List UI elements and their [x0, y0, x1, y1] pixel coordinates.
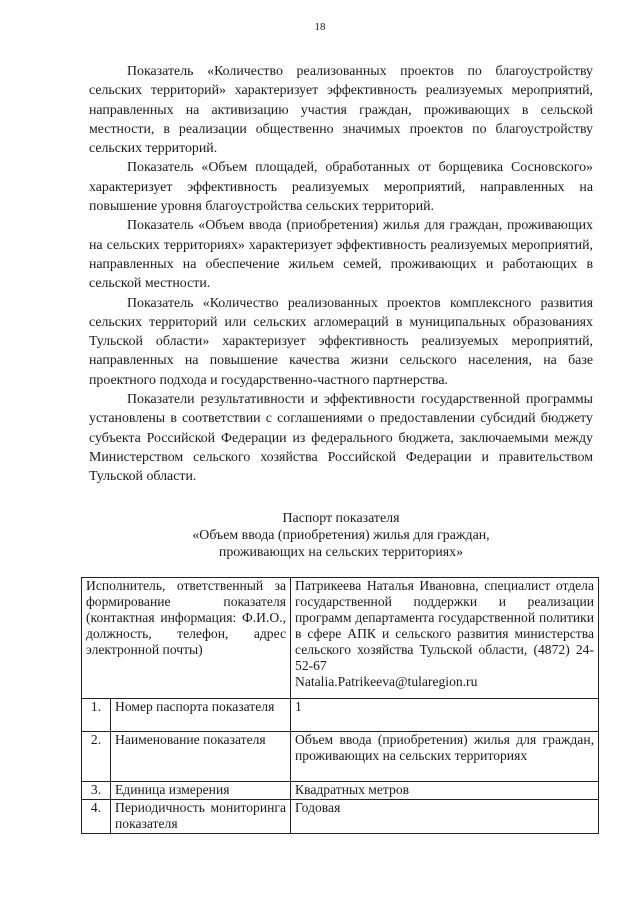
executor-value-cell	[291, 578, 599, 699]
table-row	[82, 782, 599, 800]
row-value: 1	[291, 699, 599, 732]
row-label: Номер паспорта показателя	[111, 699, 291, 732]
passport-subtitle-line2: проживающих на сельских территориях»	[218, 545, 464, 560]
executor-label: Исполнитель, ответственный за формирование показателя (контактная информация: Ф.И.О., должность, телефон, адрес электронной почты)	[82, 578, 291, 699]
row-value: Квадратных метров	[291, 782, 599, 800]
executor-email: Natalia.Patrikeeva@tularegion.ru	[295, 674, 478, 689]
row-number: 1.	[82, 699, 111, 732]
row-value: Годовая	[291, 800, 599, 834]
paragraph-projects-improvement: Показатель «Количество реализованных проектов по благоустройству сельских территорий» характеризует эффективность реализуемых мероприятий, направленных на активизацию участия граждан, проживающих в сельской местности, в реализации общественно значимых проектов по благоустройству сельских территорий.	[89, 64, 593, 157]
paragraph-effectiveness: Показатели результативности и эффективности государственной программы установлены в соответствии с соглашениями о предоставлении субсидий бюджету субъекта Российской Федерации из федерального бюджета, заключаемыми между Министерством сельского хозяйства Российской Федерации и правительством Тульской области.	[89, 392, 593, 485]
row-label: Единица измерения	[111, 782, 291, 800]
passport-table	[81, 577, 599, 834]
paragraph-hogweed: Показатель «Объем площадей, обработанных от борщевика Сосновского» характеризует эффективность реализуемых мероприятий, направленных на повышение уровня благоустройства сельских территорий.	[89, 160, 593, 215]
row-value: Объем ввода (приобретения) жилья для граждан, проживающих на сельских территориях	[291, 732, 599, 782]
row-label: Наименование показателя	[111, 732, 291, 782]
executor-value: Патрикеева Наталья Ивановна, специалист отдела государственной поддержки и реализации программ департамента государственной политики в сфере АПК и сельского развития министерства сельского хозяйства Тульской области, (4872) 24-52-67	[295, 578, 594, 673]
passport-heading	[89, 510, 593, 561]
table-row	[82, 699, 599, 732]
table-row	[82, 732, 599, 782]
passport-subtitle-line1: «Объем ввода (приобретения) жилья для граждан,	[192, 528, 490, 543]
table-row	[82, 800, 599, 834]
row-number: 3.	[82, 782, 111, 800]
row-number: 4.	[82, 800, 111, 834]
body-text	[89, 62, 593, 487]
row-number: 2.	[82, 732, 111, 782]
row-label: Периодичность мониторинга показателя	[111, 800, 291, 834]
table-row-executor	[82, 578, 599, 699]
page-number: 18	[314, 21, 326, 33]
passport-title: Паспорт показателя	[282, 511, 400, 526]
paragraph-housing: Показатель «Объем ввода (приобретения) жилья для граждан, проживающих на сельских территориях» характеризует эффективность реализуемых мероприятий, направленных на обеспечение жильем семей, проживающих и работающих в сельской местности.	[89, 218, 593, 292]
paragraph-complex-development: Показатель «Количество реализованных проектов комплексного развития сельских территорий или сельских агломераций в муниципальных образованиях Тульской области» характеризует эффективность реализуемых мероприятий, направленных на повышение качества жизни сельского населения, на базе проектного подхода и государственно-частного партнерства.	[89, 295, 593, 388]
